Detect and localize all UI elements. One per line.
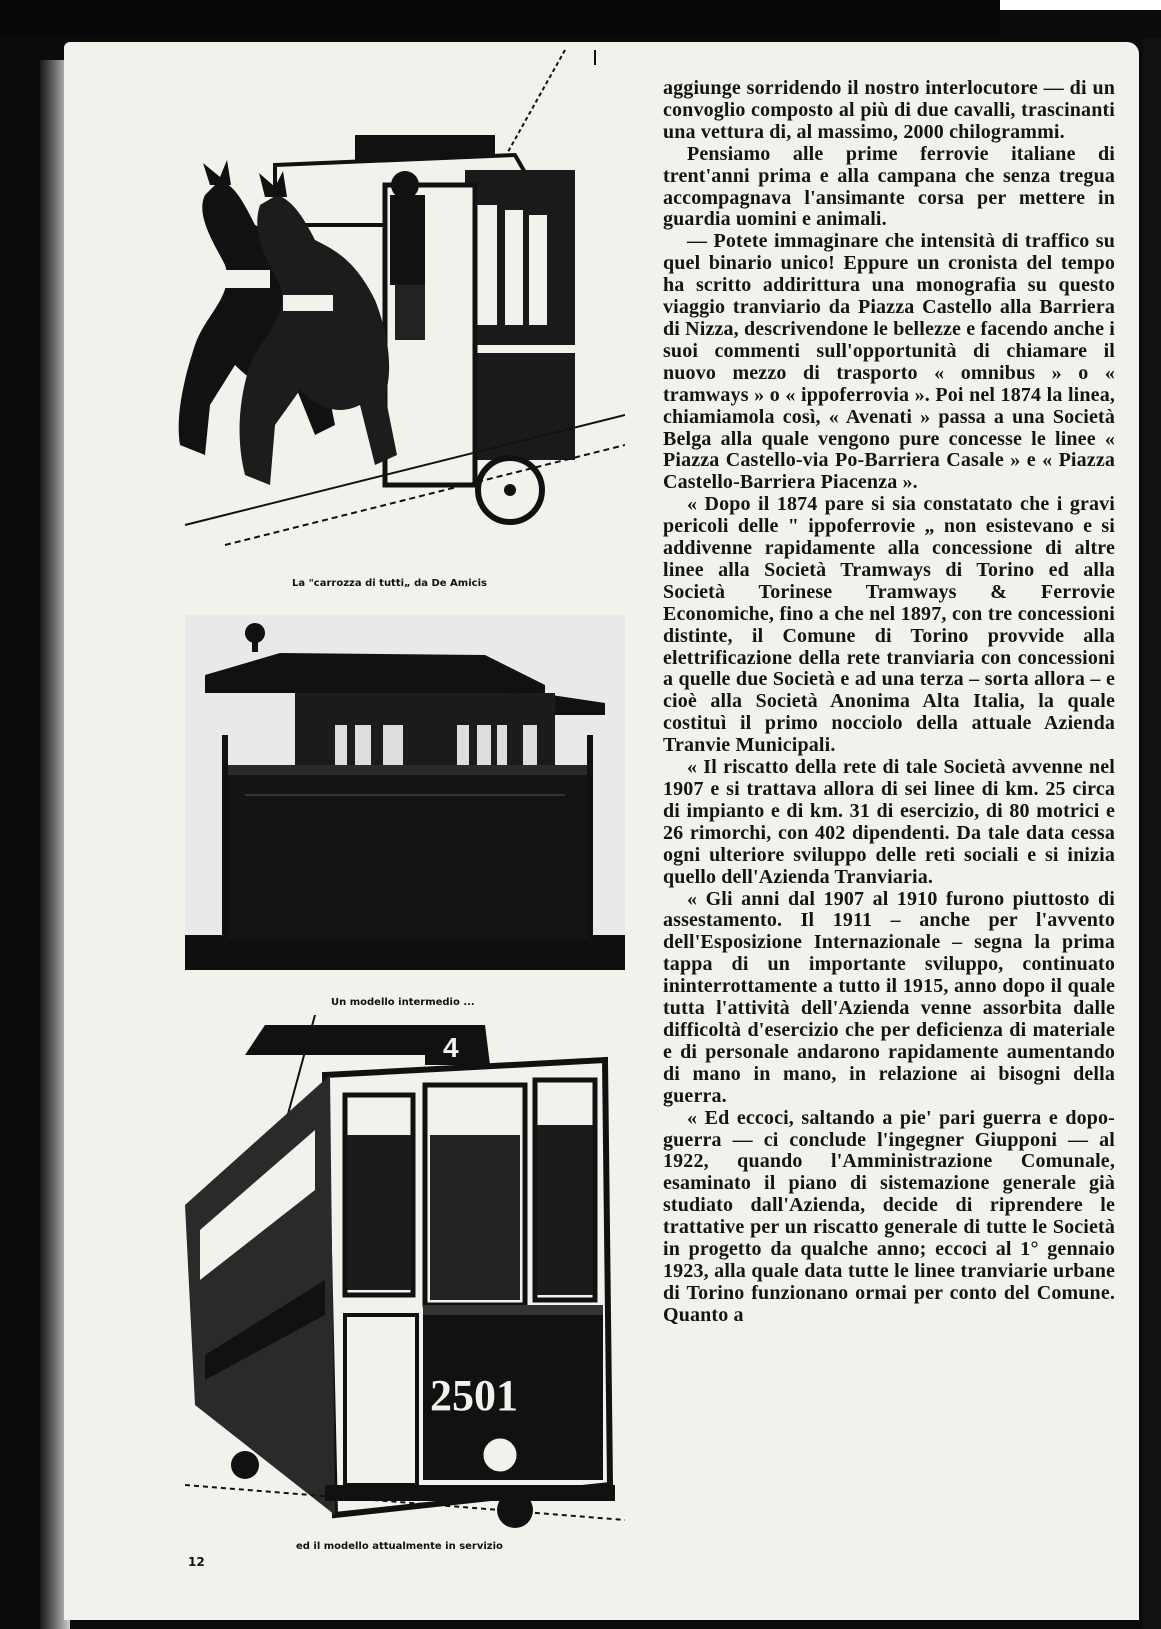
paragraph-2: Pensiamo alle prime ferrovie italiane di trent'anni prima e alla campana che senza tregua accompagnava l'ansimante corsa per mettere in guardia uomini e animali. [663, 142, 1115, 231]
scan-border-top [0, 0, 1000, 38]
paragraph-5: « Il riscatto della rete di tale Società avvenne nel 1907 e si trattava allora di sei linee di km. 25 circa di impianto e di km. 31 di esercizio, di 80 motrici e 26 rimorchi, con 402 dipendenti. Da tale data cessa ogni ulteriore sviluppo delle reti sociali e si inizia quello dell'Azienda Tranviaria. [663, 756, 1115, 888]
caption-intermediate: Un modello intermedio ... [331, 997, 475, 1008]
scan-border-right [1143, 38, 1161, 1629]
intermediate-tram-photo [185, 615, 625, 970]
paragraph-6: « Gli anni dal 1907 al 1910 furono piuttosto di assestamento. Il 1911 – anche per l'avvento dell'Esposizione Internazionale – segna la prima tappa di un importante sviluppo, continuato ininterrottamente a tutto il 1915, anno dopo il quale tutta l'attività dell'Azienda venne assorbita dalle difficoltà d'esercizio che per deficienza di materiale e di personale andarono rapidamente aumentando di mano in mano, in relazione ai bisogni della guerra. [663, 887, 1115, 1107]
route-number: 4 [443, 1032, 459, 1063]
horse-tram-illustration [165, 45, 625, 550]
paragraph-1: aggiunge sorridendo il nostro interlocutore — di un convoglio composto al più di due cavalli, trascinanti una vettura di, al massimo, 2000 chilogrammi. [663, 77, 1115, 143]
paragraph-3: — Potete immaginare che intensità di traffico su quel binario unico! Eppure un cronista del tempo ha scritto addirittura una monografia su questo viaggio tranviario da Piazza Castello alla Barriera di Nizza, descrivendone le bellezze e facendo anche i suoi commenti sull'opportunità di chiamare il nuovo mezzo di trasporto « omnibus » o « tramways » o « ippoferrovia ». Poi nel 1874 la linea, chiamiamola così, « Avenati » passa a una Società Belga alla quale vengono pure concesse le linee « Piazza Castello-via Po-Barriera Casale » e « Piazza Castello-Barriera Piacenza ». [663, 230, 1115, 494]
caption-current: ed il modello attualmente in servizio [296, 1541, 503, 1552]
paragraph-4: « Dopo il 1874 pare si sia constatato che i gravi pericoli delle " ippoferrovie „ non esistevano e si addivenne rapidamente alla concessione di altre linee alla Società Tramways di Torino ed alla Società Torinese Tramways & Ferrovie Economiche, fino a che nel 1897, con tre concessioni distinte, il Comune di Torino provvide alla elettrificazione della rete tranviaria con concessioni a quelle due Società e ad una terza – sorta allora – e cioè alla Società Anonima Alta Italia, la quale costituì il primo nocciolo della attuale Azienda Tranvie Municipali. [663, 493, 1115, 757]
page-number: 12 [188, 1555, 205, 1569]
article-body [663, 78, 1115, 1548]
current-tram-2501-illustration [185, 1015, 625, 1530]
paragraph-7: « Ed eccoci, saltando a pie' pari guerra e dopo-guerra — ci conclude l'ingegner Giupponi — al 1922, quando l'Amministrazione Comunale, esaminato il piano di sistemazione generale già studiato dall'Azienda, decide di riprendere le trattative per un riscatto generale di tutte le Società in progetto da qualche anno; eccoci al 1° gennaio 1923, alla quale data tutte le linee tranviarie urbane di Torino funzionano ormai per conto del Comune. Quanto a [663, 1106, 1115, 1326]
caption-horse-tram: La "carrozza di tutti„ da De Amicis [292, 578, 487, 589]
fleet-number: 2501 [430, 1371, 518, 1420]
